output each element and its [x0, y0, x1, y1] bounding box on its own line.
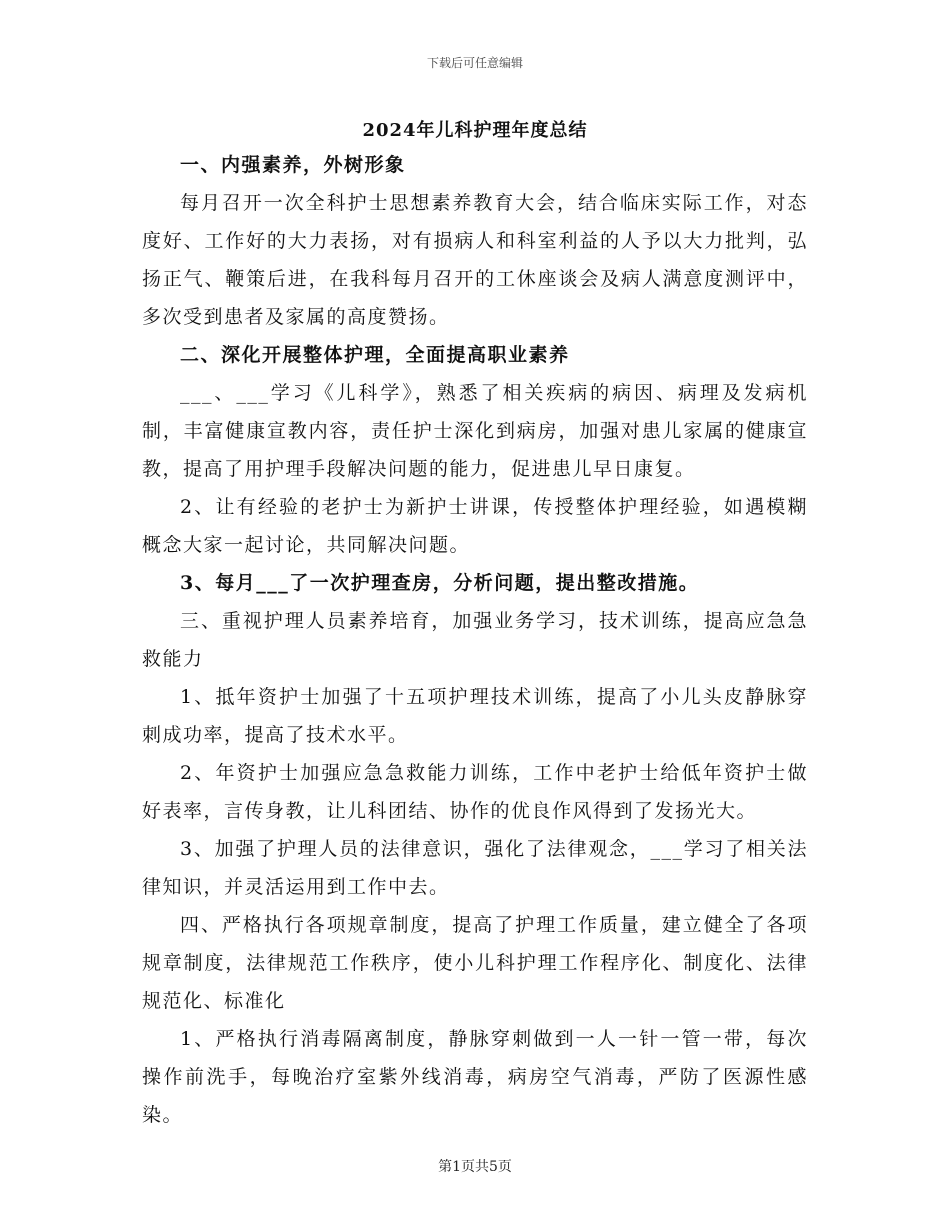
paragraph: 2、年资护士加强应急急救能力训练，工作中老护士给低年资护士做好表率，言传身教，让儿科团结、协作的优良作风得到了发扬光大。: [142, 762, 808, 822]
paragraph: 2、让有经验的老护士为新护士讲课，传授整体护理经验，如遇模糊概念大家一起讨论，共同解决问题。: [142, 496, 808, 556]
paragraph: 每月召开一次全科护士思想素养教育大会，结合临床实际工作，对态度好、工作好的大力表扬，对有损病人和科室利益的人予以大力批判，弘扬正气、鞭策后进，在我科每月召开的工休座谈会及病人满意度测评中，多次受到患者及家属的高度赞扬。: [142, 192, 808, 328]
document-title: 2024年儿科护理年度总结: [362, 120, 588, 141]
paragraph: 二、深化开展整体护理，全面提高职业素养: [180, 344, 570, 366]
paragraph: 一、内强素养，外树形象: [180, 154, 406, 176]
paragraph: 三、重视护理人员素养培育，加强业务学习，技术训练，提高应急急救能力: [142, 610, 808, 670]
paragraph: 3、每月___了一次护理查房，分析问题，提出整改措施。: [180, 572, 700, 594]
paragraph: ___、___学习《儿科学》，熟悉了相关疾病的病因、病理及发病机制，丰富健康宣教内容，责任护士深化到病房，加强对患儿家属的健康宣教，提高了用护理手段解决问题的能力，促进患儿早日康复。: [142, 382, 808, 480]
paragraph: 1、抵年资护士加强了十五项护理技术训练，提高了小儿头皮静脉穿刺成功率，提高了技术水平。: [142, 686, 808, 746]
paragraph: 四、严格执行各项规章制度，提高了护理工作质量，建立健全了各项规章制度，法律规范工作秩序，使小儿科护理工作程序化、制度化、法律规范化、标准化: [142, 914, 808, 1012]
document-body: [142, 146, 808, 1134]
paragraph: 3、加强了护理人员的法律意识，强化了法律观念，___学习了相关法律知识，并灵活运用到工作中去。: [142, 838, 808, 898]
paragraph: 1、严格执行消毒隔离制度，静脉穿刺做到一人一针一管一带，每次操作前洗手，每晚治疗室紫外线消毒，病房空气消毒，严防了医源性感染。: [142, 1028, 808, 1126]
page-number: 第1页共5页: [438, 1159, 512, 1175]
header-note: 下载后可任意编辑: [426, 56, 523, 70]
